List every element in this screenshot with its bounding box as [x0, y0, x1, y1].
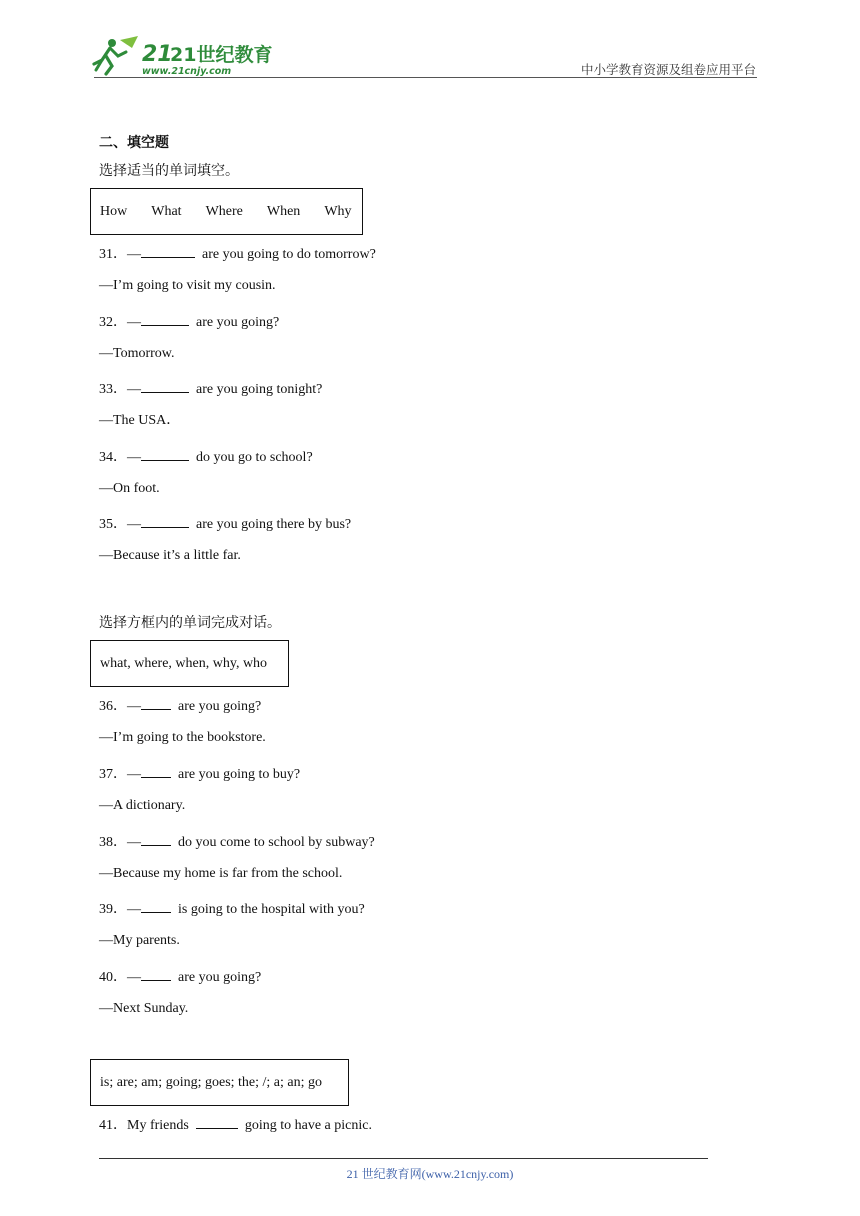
- footer-divider: [99, 1158, 708, 1159]
- answer-blank[interactable]: [141, 513, 189, 528]
- section-title: 二、填空题: [99, 135, 169, 151]
- answer-blank[interactable]: [141, 898, 171, 913]
- word-option: What: [151, 203, 182, 219]
- answer-36: —I’m going to the bookstore.: [99, 730, 266, 745]
- word-options: what, where, when, why, who: [100, 655, 268, 671]
- question-36: 36．— are you going?: [99, 695, 261, 716]
- instruction-2: 选择方框内的单词完成对话。: [99, 615, 281, 631]
- svg-text:21: 21: [142, 42, 173, 67]
- word-box-3: [90, 1059, 349, 1106]
- question-34: 34．— do you go to school?: [99, 446, 313, 467]
- answer-blank[interactable]: [141, 831, 171, 846]
- logo-21cnjy: [92, 34, 273, 80]
- question-41: 41．My friends going to have a picnic.: [99, 1114, 372, 1135]
- answer-32: —Tomorrow.: [99, 346, 175, 361]
- answer-34: —On foot.: [99, 481, 160, 496]
- svg-text:www.21cnjy.com: www.21cnjy.com: [142, 66, 232, 77]
- svg-text:21世纪教育: 21世纪教育: [170, 44, 273, 66]
- instruction-1: 选择适当的单词填空。: [99, 163, 239, 179]
- answer-37: —A dictionary.: [99, 798, 186, 813]
- answer-blank[interactable]: [141, 695, 171, 710]
- answer-blank[interactable]: [196, 1114, 238, 1129]
- word-option: Where: [205, 203, 243, 219]
- answer-40: —Next Sunday.: [99, 1001, 189, 1016]
- word-option: Why: [324, 203, 352, 219]
- header-divider: [94, 77, 757, 78]
- site-name: 中小学教育资源及组卷应用平台: [580, 62, 756, 77]
- question-31: 31．— are you going to do tomorrow?: [99, 243, 376, 264]
- answer-blank[interactable]: [141, 966, 171, 981]
- question-37: 37．— are you going to buy?: [99, 763, 300, 784]
- page-header: [0, 0, 860, 90]
- answer-blank[interactable]: [141, 378, 189, 393]
- word-box-2: [90, 640, 289, 687]
- answer-33: —The USA．: [99, 413, 181, 428]
- footer-source: 21 世纪教育网(www.21cnjy.com): [346, 1167, 514, 1181]
- answer-35: —Because it’s a little far.: [99, 548, 241, 563]
- answer-38: —Because my home is far from the school.: [99, 866, 343, 881]
- word-box-1: [90, 188, 363, 235]
- word-options: is; are; am; going; goes; the; /; a; an; go: [100, 1074, 323, 1090]
- word-option: When: [266, 203, 301, 219]
- answer-blank[interactable]: [141, 763, 171, 778]
- question-32: 32．— are you going?: [99, 311, 279, 332]
- word-option: How: [100, 203, 128, 219]
- question-35: 35．— are you going there by bus?: [99, 513, 351, 534]
- question-39: 39．— is going to the hospital with you?: [99, 898, 365, 919]
- answer-39: —My parents.: [99, 933, 180, 948]
- answer-blank[interactable]: [141, 243, 195, 258]
- answer-blank[interactable]: [141, 446, 189, 461]
- answer-31: —I’m going to visit my cousin.: [99, 278, 276, 293]
- question-33: 33．— are you going tonight?: [99, 378, 322, 399]
- question-38: 38．— do you come to school by subway?: [99, 831, 375, 852]
- answer-blank[interactable]: [141, 311, 189, 326]
- question-40: 40．— are you going?: [99, 966, 261, 987]
